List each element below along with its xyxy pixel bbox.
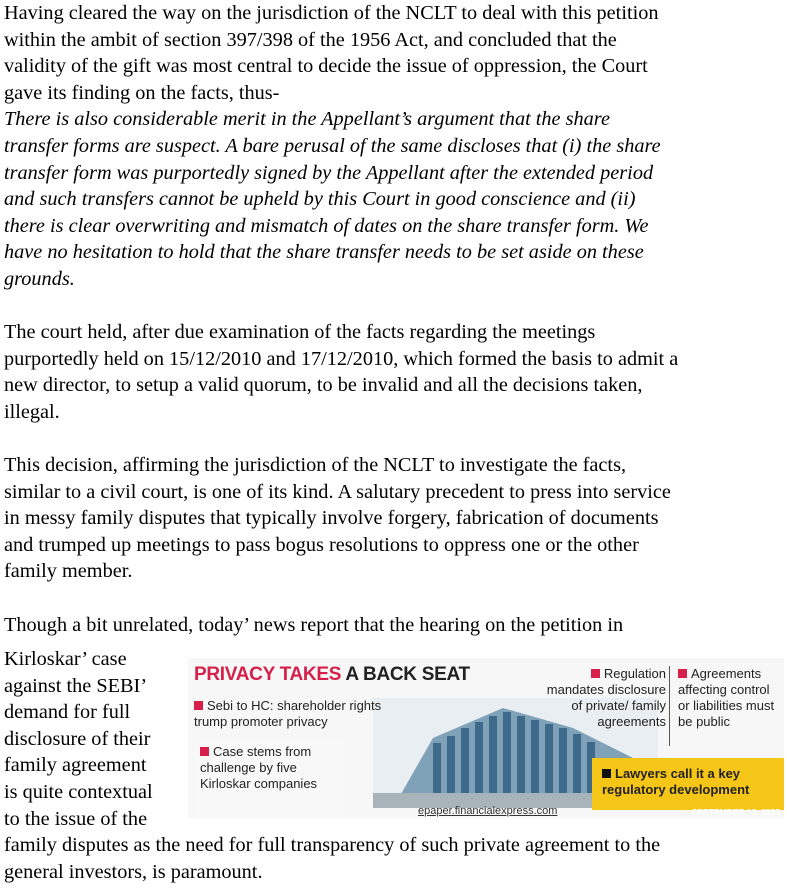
text-line: general investors, is paramount. bbox=[4, 860, 263, 883]
bullet-case bbox=[200, 744, 340, 792]
text-line: illegal. bbox=[4, 400, 60, 423]
text-line: to the issue of the bbox=[4, 807, 148, 830]
text-line: against the SEBI’ bbox=[4, 674, 148, 697]
text-line: disclosure of their bbox=[4, 727, 151, 750]
column-divider bbox=[669, 666, 670, 746]
text-line: Kirloskar’ case bbox=[4, 648, 127, 670]
clipping-date: SEPTEMBER 13, 2025 bbox=[691, 807, 780, 817]
bullet-text: Agreements affecting control or liabilities must be public bbox=[678, 666, 775, 729]
wrapped-text bbox=[4, 646, 184, 832]
text-line: gave its finding on the facts, thus- bbox=[4, 81, 280, 104]
headline-dark-part: A BACK SEAT bbox=[341, 664, 470, 685]
text-line: similar to a civil court, is one of its kind. A salutary precedent to press into service bbox=[4, 480, 671, 503]
decision-paragraph bbox=[4, 452, 784, 585]
text-line: validity of the gift was most central to decide the issue of oppression, the Court bbox=[4, 55, 648, 78]
quote-line: and such transfers cannot be upheld by this Court in good conscience and (ii) bbox=[4, 188, 636, 211]
text-line: family agreement bbox=[4, 754, 147, 777]
bullet-text: Lawyers call it a key regulatory development bbox=[602, 766, 750, 797]
watermark: epaper.financialexpress.com bbox=[418, 805, 558, 817]
text-line: purportedly held on 15/12/2010 and 17/12/2010, which formed the basis to admit a bbox=[4, 347, 679, 370]
clipping-headline bbox=[194, 664, 470, 686]
quote-line: There is also considerable merit in the Appellant’s argument that the share bbox=[4, 108, 610, 131]
meetings-paragraph bbox=[4, 319, 784, 425]
news-clipping bbox=[188, 658, 784, 818]
bullet-square-icon bbox=[602, 769, 611, 778]
bullet-regulation bbox=[534, 666, 666, 730]
text-line: within the ambit of section 397/398 of the 1956 Act, and concluded that the bbox=[4, 28, 617, 51]
bullet-square-icon bbox=[591, 669, 600, 678]
bullet-text: Regulation mandates disclosure of private/ family agreements bbox=[546, 666, 666, 729]
bullet-square-icon bbox=[194, 701, 203, 710]
text-line: is quite contextual bbox=[4, 780, 153, 803]
quote-line: have no hesitation to hold that the share transfer needs to be set aside on these bbox=[4, 241, 644, 264]
text-line: This decision, affirming the jurisdiction of the NCLT to investigate the facts, bbox=[4, 454, 627, 477]
quote-line: transfer forms are suspect. A bare perusal of the same discloses that (i) the share bbox=[4, 134, 661, 157]
quote-line: grounds. bbox=[4, 267, 75, 290]
text-line: family disputes as the need for full transparency of such private agreement to the bbox=[4, 834, 661, 856]
bullet-agreements bbox=[678, 666, 780, 730]
quote-line: there is clear overwriting and mismatch of dates on the share transfer form. We bbox=[4, 214, 649, 237]
text-line: family member. bbox=[4, 560, 133, 583]
text-line: Having cleared the way on the jurisdiction of the NCLT to deal with this petition bbox=[4, 2, 659, 24]
highlight-box bbox=[592, 758, 784, 810]
headline-red-part: PRIVACY TAKES bbox=[194, 664, 342, 685]
text-line: The court held, after due examination of the facts regarding the meetings bbox=[4, 321, 596, 344]
bullet-sebi bbox=[194, 698, 414, 730]
bullet-text: Sebi to HC: shareholder rights trump promoter privacy bbox=[194, 698, 382, 729]
text-line: new director, to setup a valid quorum, to be invalid and all the decisions taken, bbox=[4, 374, 643, 397]
closing-lines bbox=[4, 832, 784, 885]
text-line: in messy family disputes that typically involve forgery, fabrication of documents bbox=[4, 507, 659, 530]
bullet-text: Case stems from challenge by five Kirloskar companies bbox=[200, 744, 318, 791]
intro-paragraph bbox=[4, 0, 784, 106]
court-quote bbox=[4, 106, 784, 292]
bullet-lawyers bbox=[602, 766, 778, 798]
bullet-square-icon bbox=[200, 747, 209, 756]
bullet-square-icon bbox=[678, 669, 687, 678]
quote-line: transfer form was purportedly signed by the Appellant after the extended period bbox=[4, 161, 654, 184]
text-line: demand for full bbox=[4, 701, 131, 724]
text-line: and trumped up meetings to pass bogus resolutions to oppress one or the other bbox=[4, 533, 639, 556]
text-line: Though a bit unrelated, today’ news report that the hearing on the petition in bbox=[4, 613, 624, 636]
article-body bbox=[4, 0, 784, 638]
